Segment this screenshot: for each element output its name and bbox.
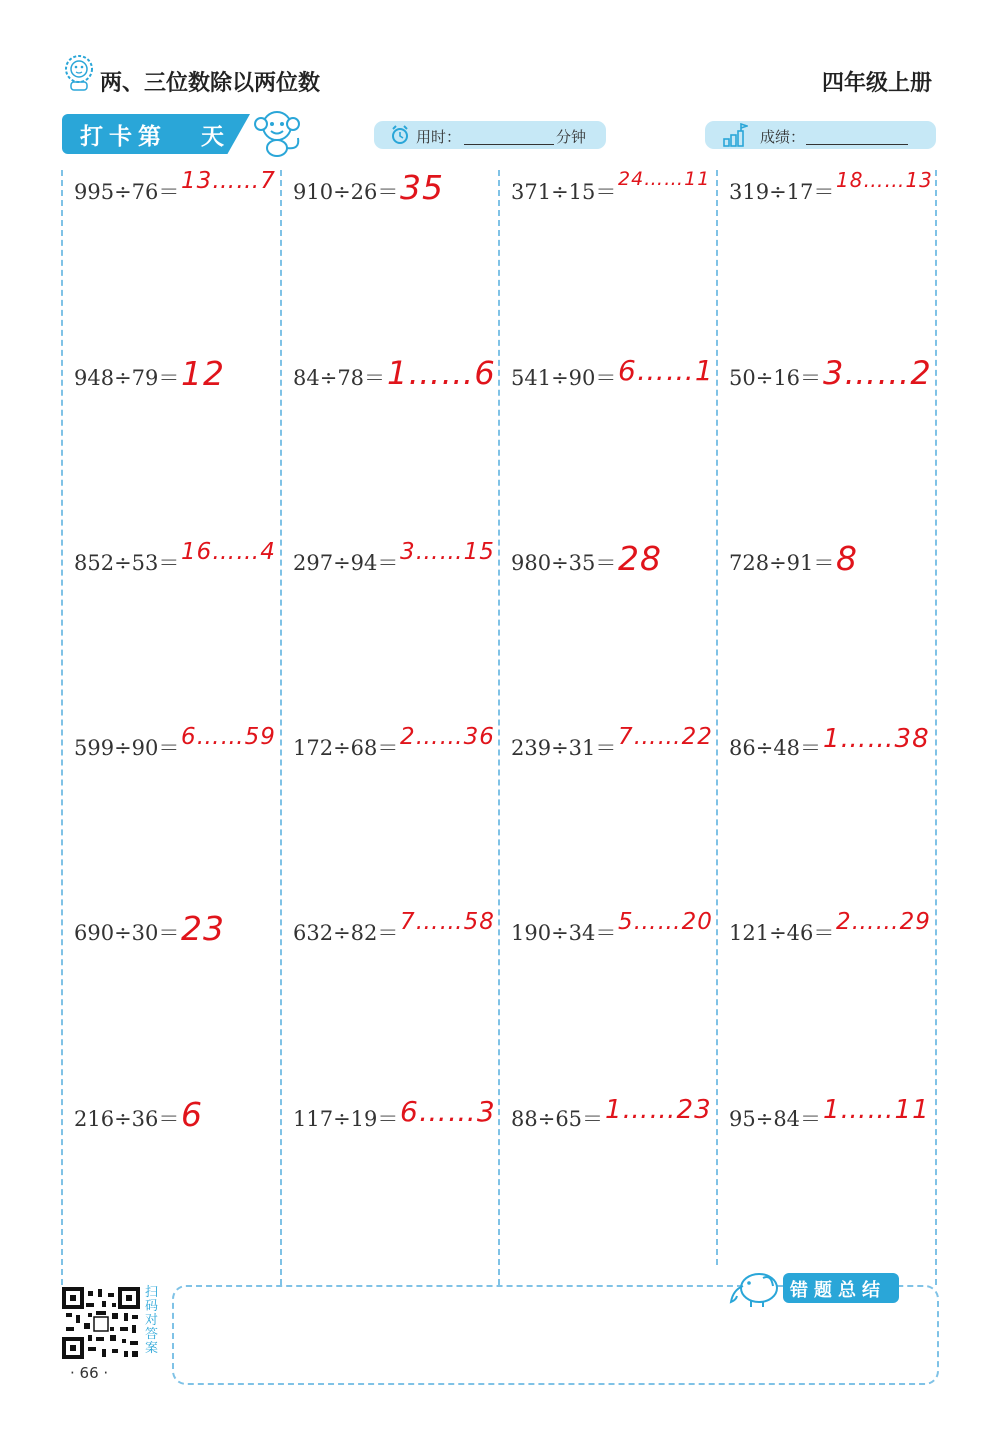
division-problem: 239÷31＝ xyxy=(511,736,617,760)
column-divider xyxy=(716,170,718,1265)
division-problem: 86÷48＝ xyxy=(729,736,822,760)
division-problem: 728÷91＝ xyxy=(729,551,835,575)
division-problem: 690÷30＝ xyxy=(74,921,180,945)
handwritten-answer[interactable]: 7……22 xyxy=(618,724,713,750)
column-divider xyxy=(61,170,63,1285)
handwritten-answer[interactable]: 6……1 xyxy=(618,354,714,387)
division-problem: 910÷26＝ xyxy=(293,180,399,204)
elephant-icon xyxy=(727,1266,781,1308)
division-problem: 541÷90＝ xyxy=(511,366,617,390)
handwritten-answer[interactable]: 28 xyxy=(618,539,662,578)
handwritten-answer[interactable]: 13……7 xyxy=(181,168,276,194)
division-problem: 121÷46＝ xyxy=(729,921,835,945)
division-problem: 319÷17＝ xyxy=(729,180,835,204)
scan-for-answers-label: 扫码对答案 xyxy=(145,1285,159,1356)
division-problem: 852÷53＝ xyxy=(74,551,180,575)
qr-code-icon[interactable] xyxy=(62,1287,140,1359)
bar-chart-flag-icon xyxy=(722,123,748,147)
division-problem: 371÷15＝ xyxy=(511,180,617,204)
handwritten-answer[interactable]: 2……29 xyxy=(836,909,931,935)
handwritten-answer[interactable]: 6 xyxy=(181,1095,203,1134)
time-unit: 分钟 xyxy=(556,128,587,146)
handwritten-answer[interactable]: 12 xyxy=(181,354,225,393)
handwritten-answer[interactable]: 7……58 xyxy=(400,909,495,935)
division-problem: 995÷76＝ xyxy=(74,180,180,204)
division-problem: 632÷82＝ xyxy=(293,921,399,945)
division-problem: 190÷34＝ xyxy=(511,921,617,945)
time-blank[interactable] xyxy=(464,144,554,145)
lion-logo-icon xyxy=(62,54,96,92)
handwritten-answer[interactable]: 8 xyxy=(836,539,858,578)
division-problem: 216÷36＝ xyxy=(74,1107,180,1131)
handwritten-answer[interactable]: 6……59 xyxy=(181,724,276,750)
division-problem: 297÷94＝ xyxy=(293,551,399,575)
division-problem: 948÷79＝ xyxy=(74,366,180,390)
division-problem: 50÷16＝ xyxy=(729,366,822,390)
page-number: · 66 · xyxy=(70,1364,109,1382)
division-problem: 599÷90＝ xyxy=(74,736,180,760)
score-label: 成绩： xyxy=(760,128,806,146)
monkey-mascot-icon xyxy=(248,106,306,158)
division-problem: 172÷68＝ xyxy=(293,736,399,760)
handwritten-answer[interactable]: 1……6 xyxy=(387,354,496,392)
handwritten-answer[interactable]: 35 xyxy=(400,168,444,207)
column-divider xyxy=(498,170,500,1285)
handwritten-answer[interactable]: 16……4 xyxy=(181,539,276,565)
handwritten-answer[interactable]: 3……15 xyxy=(400,539,495,565)
grade-label: 四年级上册 xyxy=(821,71,932,96)
division-problem: 117÷19＝ xyxy=(293,1107,399,1131)
time-label: 用时： xyxy=(416,128,462,146)
alarm-clock-icon xyxy=(390,124,410,146)
handwritten-answer[interactable]: 5……20 xyxy=(618,909,713,935)
column-divider xyxy=(280,170,282,1285)
handwritten-answer[interactable]: 18……13 xyxy=(836,168,933,192)
handwritten-answer[interactable]: 3……2 xyxy=(823,354,932,392)
check-in-day-label: 打卡第 天 xyxy=(80,124,230,150)
division-problem: 84÷78＝ xyxy=(293,366,386,390)
handwritten-answer[interactable]: 1……11 xyxy=(823,1095,930,1125)
handwritten-answer[interactable]: 1……23 xyxy=(605,1095,712,1125)
handwritten-answer[interactable]: 2……36 xyxy=(400,724,495,750)
division-problem: 95÷84＝ xyxy=(729,1107,822,1131)
division-problem: 980÷35＝ xyxy=(511,551,617,575)
handwritten-answer[interactable]: 1……38 xyxy=(823,724,930,754)
mistake-summary-label: 错题总结 xyxy=(790,1280,886,1301)
handwritten-answer[interactable]: 24……11 xyxy=(618,168,711,190)
handwritten-answer[interactable]: 6……3 xyxy=(400,1095,496,1128)
page-title: 两、三位数除以两位数 xyxy=(100,71,321,96)
division-problem: 88÷65＝ xyxy=(511,1107,604,1131)
column-divider xyxy=(935,170,937,1285)
score-blank[interactable] xyxy=(806,144,908,145)
handwritten-answer[interactable]: 23 xyxy=(181,909,225,948)
